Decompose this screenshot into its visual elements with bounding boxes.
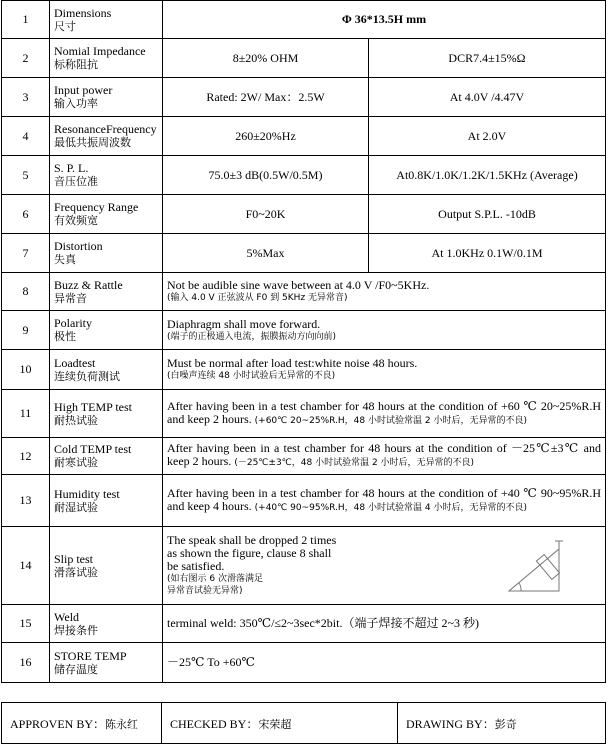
description-cn: (+40℃ 90~95%R.H，48 小时试验常温 4 小时后，无异常的不良) [254, 502, 527, 513]
row-number: 12 [2, 438, 50, 475]
spec-row [2, 273, 606, 311]
spec-row [2, 350, 606, 390]
item-name-cn: 耐热试验 [54, 413, 98, 427]
spec-condition: At 2.0V [369, 117, 606, 156]
item-name-cn: 输入功率 [54, 97, 98, 110]
description-en: Diaphragm shall move forward. [167, 316, 321, 331]
item-name-cn: 音压位准 [54, 175, 98, 188]
approved-by-name: 陈永红 [105, 717, 139, 731]
item-name-en: Nomial Impedance [54, 44, 146, 58]
item-name-en: Buzz & Rattle [54, 277, 123, 292]
description-en: After having been in a test chamber for 48 hours at the condition of －25℃±3℃ and keep 2 hours. [167, 441, 601, 468]
spec-row [2, 117, 606, 156]
description-en: Must be normal after load test:white noise 48 hours. [167, 356, 418, 370]
spec-description [163, 527, 606, 605]
spec-row [2, 390, 606, 438]
item-cell [50, 195, 163, 234]
spec-row [2, 234, 606, 273]
description-en: After having been in a test chamber for 48 hours at the condition of +40 ℃ 90~95%R.H and keep 4 hours. [167, 485, 601, 513]
item-name-cn: 极性 [54, 330, 76, 343]
description-cn: (输入 4.0 V 正弦波从 F0 到 5KHz 无异常音) [167, 293, 348, 303]
spec-row [2, 78, 606, 117]
row-number: 14 [2, 527, 50, 605]
row-number: 4 [2, 117, 50, 156]
spec-row [2, 438, 606, 475]
spec-row [2, 605, 606, 643]
row-number: 9 [2, 311, 50, 350]
row-number: 3 [2, 78, 50, 117]
item-name-en: Weld [54, 609, 80, 624]
item-cell [50, 117, 163, 156]
description-line: be satisfied. [167, 559, 225, 573]
spec-value: F0~20K [163, 195, 369, 234]
row-number: 2 [2, 39, 50, 78]
item-name-cn: 最低共振周波数 [54, 136, 131, 149]
item-name-cn: 耐寒试验 [54, 456, 98, 469]
spec-row [2, 475, 606, 527]
row-number: 5 [2, 156, 50, 195]
item-name-cn: 尺寸 [54, 19, 76, 33]
spec-description [163, 350, 606, 390]
item-name-cn: 连续负荷测试 [54, 369, 120, 383]
checked-by-cell [162, 703, 398, 744]
row-number: 13 [2, 475, 50, 527]
drawing-by-cell [398, 703, 606, 744]
description-cn: (端子的正极通入电流，振膜振动方向向前) [167, 331, 337, 342]
item-cell [50, 311, 163, 350]
spec-value: 260±20%Hz [163, 117, 369, 156]
item-cell [50, 475, 163, 527]
item-name-en: Frequency Range [54, 200, 139, 214]
item-name-en: Slip test [54, 551, 94, 566]
item-cell [50, 605, 163, 643]
description-cn: (白噪声连续 48 小时试验后无异常的不良) [167, 371, 336, 381]
spec-row [2, 195, 606, 234]
spec-row [2, 527, 606, 605]
incline-ramp [509, 549, 559, 591]
spec-row [2, 156, 606, 195]
description-cn: (－25℃±3℃，48 小时试验常温 2 小时后，无异常的不良) [234, 458, 475, 468]
spec-condition: Output S.P.L. -10dB [369, 195, 606, 234]
spec-condition: At0.8K/1.0K/1.2K/1.5KHz (Average) [369, 156, 606, 195]
spec-row [2, 311, 606, 350]
spec-row [2, 1, 606, 39]
drawing-by-name: 彭奇 [494, 717, 517, 731]
spec-condition: At 1.0KHz 0.1W/0.1M [369, 234, 606, 273]
item-name-en: High TEMP test [54, 399, 133, 414]
description-cn: (如右图示 6 次滑落满足 [167, 574, 263, 584]
item-name-en: Cold TEMP test [54, 442, 132, 456]
row-number: 16 [2, 643, 50, 683]
item-name-en: Humidity test [54, 486, 120, 501]
item-cell [50, 350, 163, 390]
spec-description [163, 311, 606, 350]
row-number: 6 [2, 195, 50, 234]
item-name-cn: 异常音 [54, 291, 87, 305]
item-name-cn: 失真 [54, 253, 76, 266]
spec-value: 8±20% OHM [163, 39, 369, 78]
item-cell [50, 643, 163, 683]
spec-value: 75.0±3 dB(0.5W/0.5M) [163, 156, 369, 195]
spec-value: Rated: 2W/ Max：2.5W [163, 78, 369, 117]
item-cell [50, 1, 163, 39]
description-line: as shown the figure, clause 8 shall [167, 546, 332, 560]
spec-description: －25℃ To +60℃ [163, 643, 606, 683]
signature-table [1, 702, 606, 744]
description-cn: 异常音试验无异常) [167, 586, 243, 596]
item-cell [50, 39, 163, 78]
row-number: 8 [2, 273, 50, 311]
spec-row [2, 39, 606, 78]
item-name-cn: 滑落试验 [54, 565, 98, 579]
spec-value: 5%Max [163, 234, 369, 273]
spec-description: terminal weld: 350℃/≤2~3sec*2bit.（端子焊接不超过 2~3 秒) [163, 605, 606, 643]
spec-description [163, 273, 606, 311]
item-cell [50, 78, 163, 117]
row-number: 11 [2, 390, 50, 438]
item-name-en: S. P. L. [54, 161, 89, 175]
item-name-en: Input power [54, 83, 113, 97]
description-cn: (+60℃ 20~25%R.H，48 小时试验常温 2 小时后，无异常的不良) [254, 415, 527, 426]
item-cell [50, 234, 163, 273]
approved-by-label: APPROVEN BY： [10, 716, 106, 731]
item-name-en: Loadtest [54, 355, 96, 370]
item-name-cn: 储存温度 [54, 662, 98, 676]
description-en: After having been in a test chamber for 48 hours at the condition of +60 ℃ 20~25%R.H and keep 2 hours. [167, 398, 601, 426]
item-name-cn: 标称阻抗 [54, 58, 98, 71]
spec-description [163, 390, 606, 438]
spec-condition: At 4.0V /4.47V [369, 78, 606, 117]
item-name-en: Dimensions [54, 5, 112, 20]
item-name-cn: 焊接条件 [54, 623, 98, 637]
spec-condition: DCR7.4±15%Ω [369, 39, 606, 78]
item-cell [50, 390, 163, 438]
spec-row [2, 643, 606, 683]
item-name-cn: 有效频宽 [54, 214, 98, 227]
checked-by-label: CHECKED BY： [170, 716, 259, 731]
item-name-en: Polarity [54, 316, 92, 330]
item-name-en: STORE TEMP [54, 648, 127, 663]
row-number: 15 [2, 605, 50, 643]
item-cell [50, 156, 163, 195]
angle-arc [519, 583, 521, 591]
row-number: 10 [2, 350, 50, 390]
checked-by-name: 宋荣超 [258, 717, 292, 731]
item-name-en: ResonanceFrequency [54, 122, 157, 136]
item-cell [50, 527, 163, 605]
approved-by-cell [2, 703, 162, 744]
description-line: The speak shall be dropped 2 times [167, 533, 337, 547]
slip-test-figure [505, 533, 575, 595]
item-cell [50, 438, 163, 475]
row-number: 1 [2, 1, 50, 39]
spec-description [163, 475, 606, 527]
drawing-by-label: DRAWING BY： [406, 716, 495, 731]
item-name-cn: 耐湿试验 [54, 500, 98, 514]
item-cell [50, 273, 163, 311]
spec-table [1, 0, 606, 683]
spec-description [163, 438, 606, 475]
dimension-value: Φ 36*13.5H mm [163, 1, 606, 39]
row-number: 7 [2, 234, 50, 273]
description-en: Not be audible sine wave between at 4.0 V /F0~5KHz. [167, 278, 430, 292]
item-name-en: Distortion [54, 239, 103, 253]
